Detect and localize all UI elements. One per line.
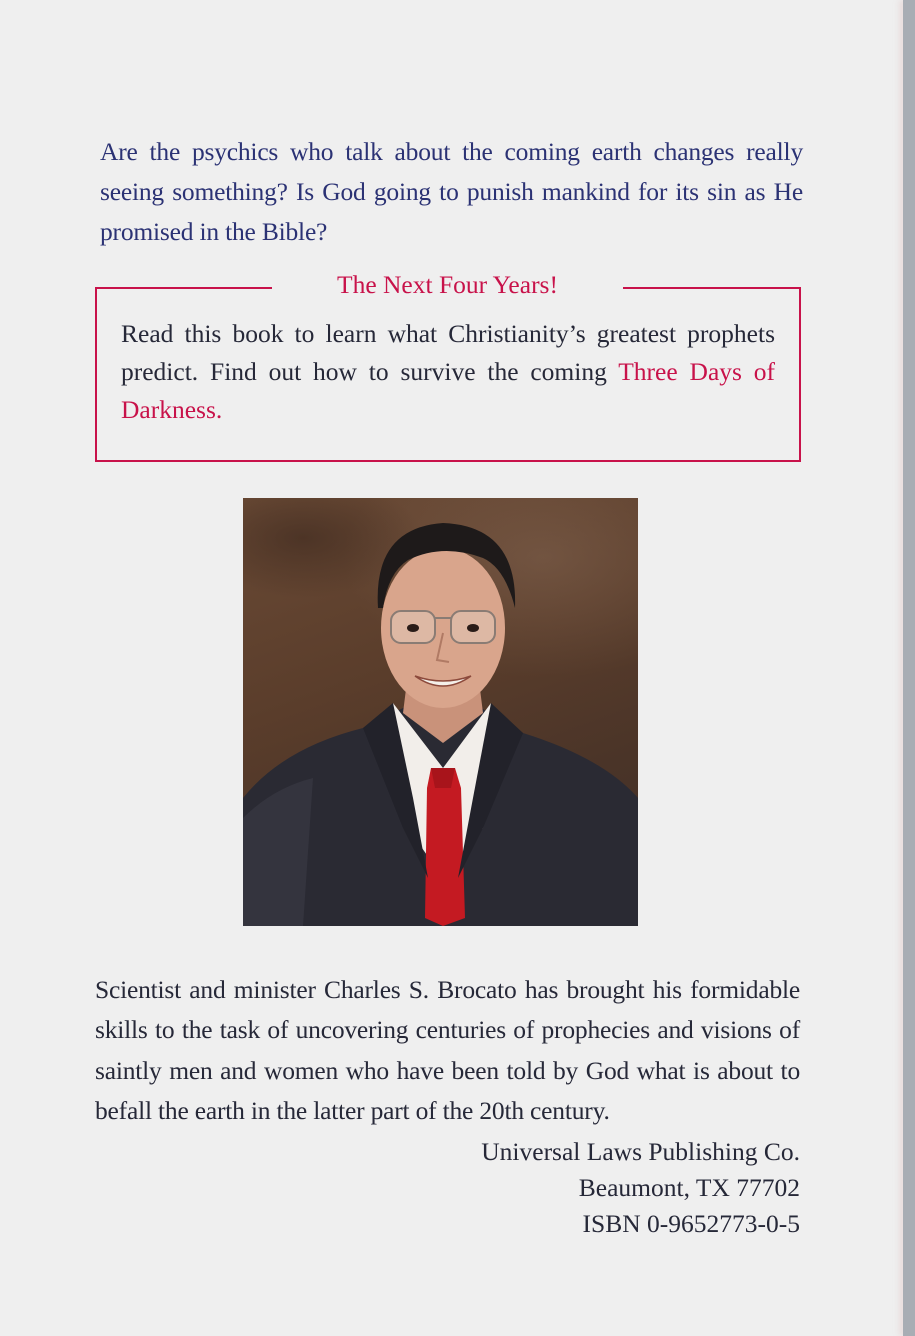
publisher-location: Beaumont, TX 77702 bbox=[578, 1173, 800, 1202]
author-bio: Scientist and minister Charles S. Brocato has brought his formidable skills to the task of uncovering centuries of prophecies and visions of saintly men and women who have been told by God what is about to befall the earth in the latter part of the 20th century. bbox=[95, 974, 800, 1125]
portrait-illustration bbox=[243, 498, 638, 926]
promo-body-text: Read this book to learn what Christianity’s greatest prophets predict. Find out how to survive the coming bbox=[121, 319, 775, 386]
intro-paragraph: Are the psychics who talk about the coming earth changes really seeing something? Is God going to punish mankind for its sin as He promised in the Bible? bbox=[100, 136, 803, 246]
publisher-name: Universal Laws Publishing Co. bbox=[481, 1137, 800, 1166]
isbn: ISBN 0-9652773-0-5 bbox=[582, 1209, 800, 1238]
publisher-info bbox=[481, 1134, 800, 1242]
author-portrait bbox=[243, 498, 638, 926]
promo-highlight: Three Days of Darkness. bbox=[121, 357, 776, 424]
promo-body bbox=[121, 315, 775, 429]
promo-box-top-border-right bbox=[623, 287, 801, 289]
book-spine-edge bbox=[903, 0, 915, 1336]
promo-title: The Next Four Years! bbox=[337, 270, 558, 299]
promo-box-top-border-left bbox=[95, 287, 272, 289]
